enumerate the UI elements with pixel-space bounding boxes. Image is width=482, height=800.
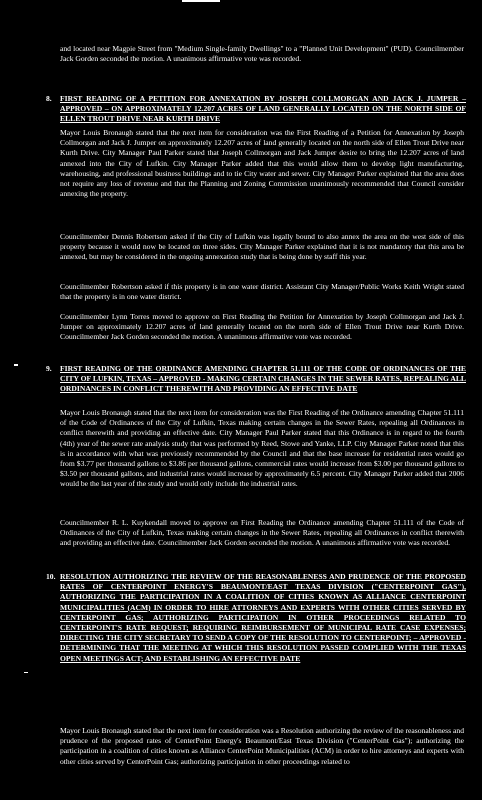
paragraph: Mayor Louis Bronaugh stated that the next item for consideration was the First Reading of the Ordinance amending Chapter 51.111 of the Code of Ordinances of the City of Lufkin, Texas making certain changes in the Sewer Rates, repealing all Ordinances in conflict therewith and providing an effective date. City Manager Paul Parker stated that this Ordinance is in regard to the fourth (4th) year of the sewer rate analysis study that was performed by Reed, Stowe and Yanke, LLP. City Manager Parker noted that this is in accordance with what was previously recommended by the Council and that the base increase for residential rates would go from $3.77 per thousand gallons to $3.86 per thousand gallons, commercial rates would increase from $3.00 per thousand gallons to $3.50 per thousand gallons, and industrial rates would increase by approximately 6.5 percent. City Manager Parker added that 2006 would be the last year of the study and would only include the industrial rates. xyxy=(60,408,464,489)
continued-paragraph xyxy=(60,44,464,64)
item-heading-text: FIRST READING OF A PETITION FOR ANNEXATION BY JOSEPH COLLMORGAN AND JACK J. JUMPER – APPROVED – ON APPROXIMATELY 12.207 ACRES OF LAND GENERALLY LOCATED ON THE NORTH SIDE OF ELLEN TROUT DRIVE NEAR KURTH DRIVE xyxy=(60,94,466,124)
item-number: 10. xyxy=(46,572,56,581)
item-8-paragraph-3 xyxy=(60,282,464,302)
item-9-paragraph-1 xyxy=(60,408,464,490)
item-10-heading xyxy=(46,572,466,664)
item-number: 8. xyxy=(46,94,52,103)
item-9-paragraph-2 xyxy=(60,518,464,549)
item-heading-text: RESOLUTION AUTHORIZING THE REVIEW OF THE REASONABLENESS AND PRUDENCE OF THE PROPOSED RATES OF CENTERPOINT ENERGY'S BEAUMONT/EAST TEXAS DIVISION ("CENTERPOINT GAS"), AUTHORIZING THE PARTICIPATION IN A COALITION OF CITIES KNOWN AS ALLIANCE CENTERPOINT MUNICIPALITIES (ACM) IN ORDER TO HIRE ATTORNEYS AND EXPERTS WITH OTHER CITIES SERVED BY CENTERPOINT GAS; AUTHORIZING PARTICIPATION IN OTHER PROCEEDINGS RELATED TO CENTERPOINT'S RATE REQUEST; REQUIRING REIMBURSEMENT OF MUNICIPAL RATE CASE EXPENSES; DIRECTING THE CITY SECRETARY TO SEND A COPY OF THE RESOLUTION TO CENTERPOINT; – APPROVED - DETERMINING THAT THE MEETING AT WHICH THIS RESOLUTION PASSED COMPLIED WITH THE TEXAS OPEN MEETINGS ACT; AND ESTABLISHING AN EFFECTIVE DATE xyxy=(60,572,466,663)
paragraph: Mayor Louis Bronaugh stated that the next item for consideration was a Resolution authorizing the review of the reasonableness and prudence of the proposed rates of CenterPoint Energy's Beaumont/East Texas Division ("CenterPoint Gas"); authorizing the participation in a coalition of cities known as Alliance CenterPoint Municipalities (ACM) in order to hire attorneys and experts with other cities served by CenterPoint Gas; authorizing participation in other proceedings related to xyxy=(60,726,464,766)
paragraph: Councilmember R. L. Kuykendall moved to approve on First Reading the Ordinance amending Chapter 51.111 of the Code of Ordinances of the City of Lufkin, Texas making certain changes in the Sewer Rates, repealing all Ordinances in conflict therewith and providing an effective date. Councilmember Jack Gorden seconded the motion. A unanimous affirmative vote was recorded. xyxy=(60,518,464,548)
margin-tick xyxy=(24,672,28,673)
paragraph: Councilmember Dennis Robertson asked if the City of Lufkin was legally bound to also annex the area on the west side of this property because it would now be located on three sides. City Manager Parker explained that it is not mandatory that this area be annexed, but may be considered in the ongoing annexation study that is being done by staff this year. xyxy=(60,232,464,262)
margin-mark xyxy=(14,364,18,366)
item-8-paragraph-2 xyxy=(60,232,464,263)
item-10-paragraph-1 xyxy=(60,726,464,767)
paragraph: Mayor Louis Bronaugh stated that the next item for consideration was the First Reading of a Petition for Annexation by Joseph Collmorgan and Jack J. Jumper on approximately 12.207 acres of land generally located on the north side of Ellen Trout Drive near Kurth Drive. City Manager Paul Parker stated that Joseph Collmorgan and Jack Jumper desire to bring the 12.207 acres of land annexed into the City of Lufkin. City Manager Parker added that this would allow them to develop light manufacturing, warehousing, and professional business buildings and to tie City water and sewer. City Manager Parker explained that the area does not require any loss of revenue and that the Planning and Zoning Commission unanimously recommended that Council consider annexing the property. xyxy=(60,128,464,199)
item-heading-text: FIRST READING OF THE ORDINANCE AMENDING CHAPTER 51.111 OF THE CODE OF ORDINANCES OF THE CITY OF LUFKIN, TEXAS – APPROVED - MAKING CERTAIN CHANGES IN THE SEWER RATES, REPEALING ALL ORDINANCES IN CONFLICT THEREWITH AND PROVIDING AN EFFECTIVE DATE xyxy=(60,364,466,394)
paragraph: Councilmember Lynn Torres moved to approve on First Reading the Petition for Annexation by Joseph Collmorgan and Jack J. Jumper on approximately 12.207 acres of land generally located on the north side of Ellen Trout Drive near Kurth Drive. Councilmember Jack Gorden seconded the motion. A unanimous affirmative vote was recorded. xyxy=(60,312,464,342)
top-scan-mark xyxy=(182,0,220,2)
paragraph: and located near Magpie Street from "Medium Single-family Dwellings" to a "Planned Unit Development" (PUD). Councilmember Jack Gorden seconded the motion. A unanimous affirmative vote was recorded. xyxy=(60,44,464,64)
item-number: 9. xyxy=(46,364,52,373)
item-8-heading xyxy=(46,94,466,125)
item-9-heading xyxy=(46,364,466,395)
item-8-paragraph-1 xyxy=(60,128,464,199)
item-8-paragraph-4 xyxy=(60,312,464,343)
paragraph: Councilmember Robertson asked if this property is in one water district. Assistant City Manager/Public Works Keith Wright stated that the property is in one water district. xyxy=(60,282,464,302)
